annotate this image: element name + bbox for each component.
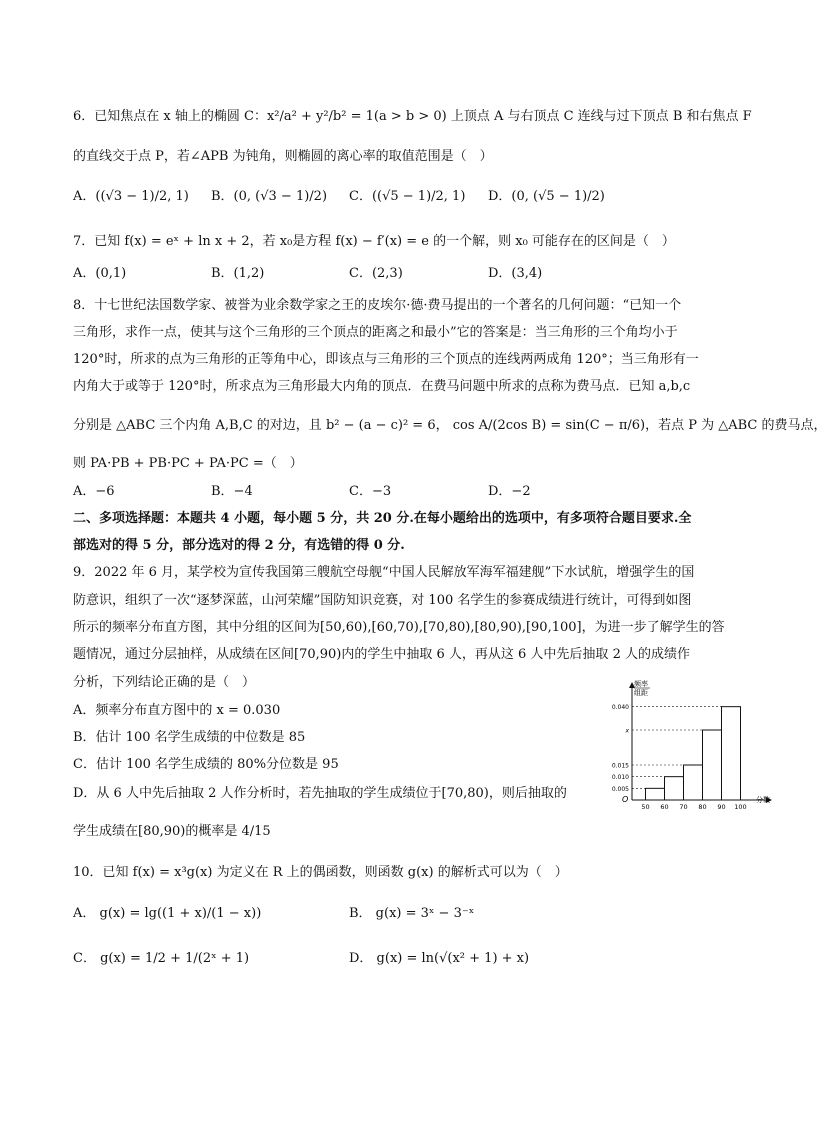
x-tick-label: 60 bbox=[660, 803, 669, 811]
q8-line1: 8．十七世纪法国数学家、被誉为业余数学家之王的皮埃尔·德·费马提出的一个著名的几何问题：“已知一个 bbox=[73, 298, 682, 313]
q9-line4: 题情况，通过分层抽样，从成绩在区间[70,90)内的学生中抽取 6 人，再从这 6 人中先后抽取 2 人的成绩作 bbox=[73, 647, 690, 662]
y-tick-labels bbox=[612, 704, 630, 793]
q9-line1: 9．2022 年 6 月，某学校为宣传我国第三艘航空母舰“中国人民解放军海军福建舰”下水试航，增强学生的国 bbox=[73, 565, 695, 580]
q9-option-a: A．频率分布直方图中的 x = 0.030 bbox=[73, 703, 281, 718]
q7-option-c: C．(2,3) bbox=[349, 266, 403, 281]
q8-line2: 三角形，求作一点，使其与这个三角形的三个顶点的距离之和最小”它的答案是：当三角形的三个角均小于 bbox=[73, 325, 678, 340]
y-tick-label: 0.005 bbox=[611, 785, 629, 793]
q6-option-b: B．(0, (√3 − 1)/2) bbox=[211, 189, 328, 204]
q9-option-d-cont: 学生成绩在[80,90)的概率是 4/15 bbox=[73, 824, 271, 839]
q8-line5: 分别是 △ABC 三个内角 A,B,C 的对边，且 b² − (a − c)² = 6， cos A/(2cos B) = sin(C − π/6)，若点 P 为 △ABC 的费马点， bbox=[73, 418, 827, 433]
x-axis-title: 分数 bbox=[756, 796, 770, 804]
q6-line2: 的直线交于点 P，若∠APB 为钝角，则椭圆的离心率的取值范围是（ ） bbox=[73, 149, 493, 164]
q8-line4: 内角大于或等于 120°时，所求点为三角形最大内角的顶点．在费马问题中所求的点称为费马点．已知 a,b,c bbox=[73, 379, 691, 394]
histogram-bar bbox=[684, 765, 703, 800]
q6-option-a: A．((√3 − 1)/2, 1) bbox=[73, 189, 189, 204]
histogram-bar bbox=[646, 788, 665, 800]
origin-label: O bbox=[622, 795, 629, 804]
q9-line5: 分析，下列结论正确的是（ ） bbox=[73, 675, 256, 690]
y-axis-title-bottom: 组距 bbox=[634, 689, 648, 697]
q10-option-c: C． g(x) = 1/2 + 1/(2ˣ + 1) bbox=[73, 951, 250, 966]
x-tick-label: 90 bbox=[717, 803, 726, 811]
q9-line3: 所示的频率分布直方图，其中分组的区间为[50,60),[60,70),[70,80),[80,90),[90,100]，为进一步了解学生的答 bbox=[73, 620, 725, 635]
q6-option-c: C．((√5 − 1)/2, 1) bbox=[349, 189, 466, 204]
y-tick-label: 0.040 bbox=[611, 704, 629, 712]
x-tick-label: 50 bbox=[641, 803, 650, 811]
q8-option-b: B．−4 bbox=[211, 484, 253, 499]
q8-option-c: C．−3 bbox=[349, 484, 392, 499]
x-tick-labels bbox=[641, 803, 746, 811]
q10-option-a: A． g(x) = lg((1 + x)/(1 − x)) bbox=[73, 906, 262, 921]
histogram-bar bbox=[722, 707, 741, 800]
histogram-bars bbox=[646, 707, 741, 800]
x-tick-label: 70 bbox=[679, 803, 688, 811]
q8-line3: 120°时，所求的点为三角形的正等角中心，即该点与三角形的三个顶点的连线两两成角 120°；当三角形有一 bbox=[73, 352, 699, 367]
x-tick-label: 100 bbox=[734, 803, 747, 811]
q10-line1: 10．已知 f(x) = x³g(x) 为定义在 R 上的偶函数，则函数 g(x) 的解析式可以为（ ） bbox=[73, 865, 568, 880]
y-axis-title-top: 频率 bbox=[634, 680, 648, 688]
q7-option-b: B．(1,2) bbox=[211, 266, 265, 281]
y-tick-label: 0.010 bbox=[611, 774, 629, 782]
section2-heading-line2: 部选对的得 5 分，部分选对的得 2 分，有选错的得 0 分. bbox=[73, 538, 405, 553]
q8-option-a: A．−6 bbox=[73, 484, 115, 499]
q9-line2: 防意识，组织了一次“逐梦深蓝，山河荣耀”国防知识竞赛，对 100 名学生的参赛成绩进行统计，可得到如图 bbox=[73, 593, 692, 608]
x-tick-label: 80 bbox=[698, 803, 707, 811]
q9-option-c: C．估计 100 名学生成绩的 80%分位数是 95 bbox=[73, 757, 339, 772]
y-tick-label: x bbox=[625, 727, 629, 735]
q7-option-d: D．(3,4) bbox=[488, 266, 543, 281]
histogram-bar bbox=[703, 730, 722, 800]
q8-line6: 则 PA·PB + PB·PC + PA·PC =（ ） bbox=[73, 456, 303, 471]
q10-option-b: B． g(x) = 3ˣ − 3⁻ˣ bbox=[349, 906, 475, 921]
frequency-histogram bbox=[596, 676, 776, 811]
y-tick-label: 0.015 bbox=[611, 762, 629, 770]
q7-line1: 7．已知 f(x) = eˣ + ln x + 2，若 x₀是方程 f(x) − f′(x) = e 的一个解，则 x₀ 可能存在的区间是（ ） bbox=[73, 234, 675, 249]
q6-line1: 6．已知焦点在 x 轴上的椭圆 C：x²/a² + y²/b² = 1(a > b > 0) 上顶点 A 与右顶点 C 连线与过下顶点 B 和右焦点 F bbox=[73, 109, 752, 124]
q9-option-d: D．从 6 人中先后抽取 2 人作分析时，若先抽取的学生成绩位于[70,80)，则后抽取的 bbox=[73, 786, 567, 801]
q8-option-d: D．−2 bbox=[488, 484, 531, 499]
q10-option-d: D． g(x) = ln(√(x² + 1) + x) bbox=[349, 951, 530, 966]
q6-option-d: D．(0, (√5 − 1)/2) bbox=[488, 189, 605, 204]
q7-option-a: A．(0,1) bbox=[73, 266, 127, 281]
section2-heading-line1: 二、多项选择题：本题共 4 小题，每小题 5 分，共 20 分.在每小题给出的选项中，有多项符合题目要求.全 bbox=[73, 511, 692, 526]
q9-option-b: B．估计 100 名学生成绩的中位数是 85 bbox=[73, 730, 306, 745]
histogram-bar bbox=[665, 777, 684, 800]
